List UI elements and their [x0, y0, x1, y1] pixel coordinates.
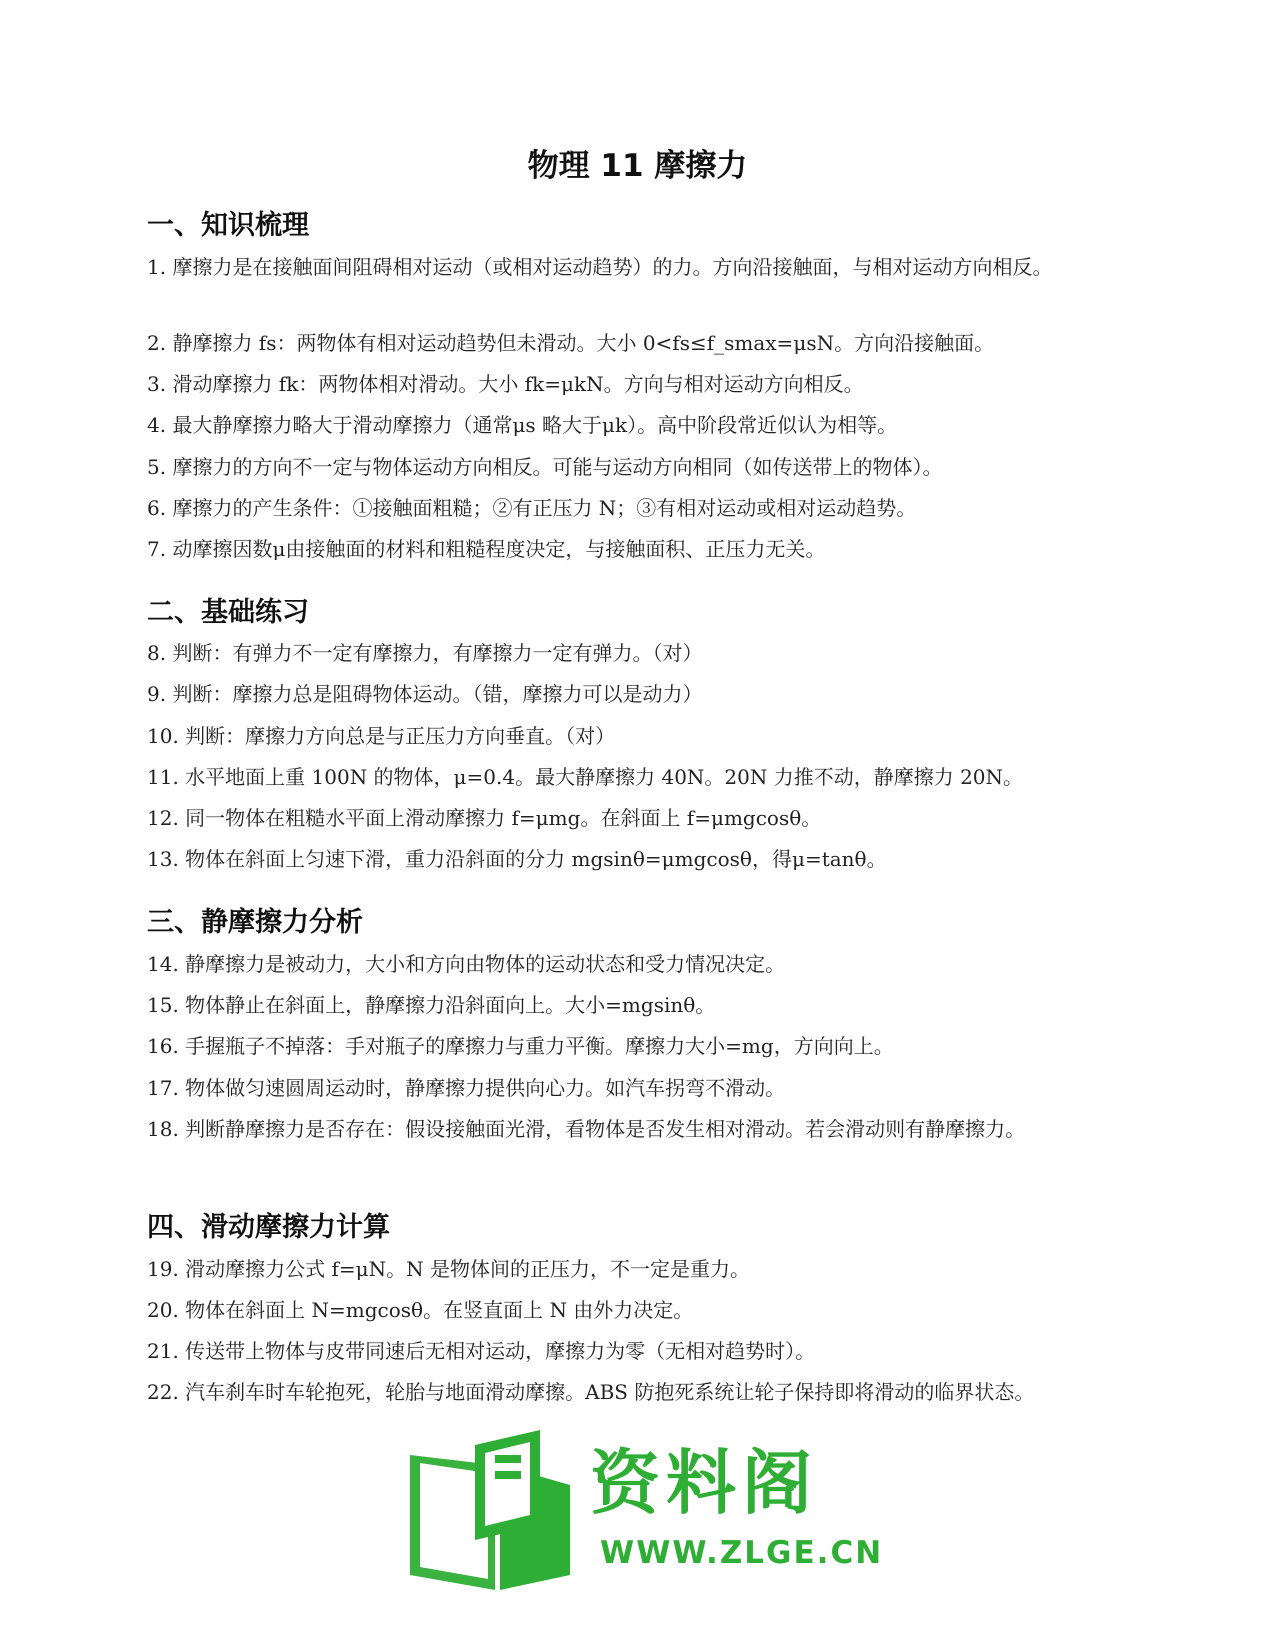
list-item: 20. 物体在斜面上 N=mgcosθ。在竖直面上 N 由外力决定。	[147, 1298, 694, 1322]
section-heading-knowledge: 一、知识梳理	[147, 210, 309, 241]
list-item: 2. 静摩擦力 fs：两物体有相对运动趋势但未滑动。大小 0<fs≤f_smax=μsN。方向沿接触面。	[147, 331, 995, 355]
list-item: 17. 物体做匀速圆周运动时，静摩擦力提供向心力。如汽车拐弯不滑动。	[147, 1076, 786, 1100]
list-item: 18. 判断静摩擦力是否存在：假设接触面光滑，看物体是否发生相对滑动。若会滑动则有静摩擦力。	[147, 1117, 1026, 1141]
watermark-logo	[400, 1425, 884, 1595]
list-item: 21. 传送带上物体与皮带同速后无相对运动，摩擦力为零（无相对趋势时）。	[147, 1339, 816, 1363]
list-item: 13. 物体在斜面上匀速下滑，重力沿斜面的分力 mgsinθ=μmgcosθ，得μ=tanθ。	[147, 847, 887, 871]
watermark-url: WWW.ZLGE.CN	[600, 1535, 884, 1571]
list-item: 22. 汽车刹车时车轮抱死，轮胎与地面滑动摩擦。ABS 防抱死系统让轮子保持即将滑动的临界状态。	[147, 1380, 1035, 1404]
list-item: 10. 判断：摩擦力方向总是与正压力方向垂直。（对）	[147, 724, 616, 748]
list-item: 16. 手握瓶子不掉落：手对瓶子的摩擦力与重力平衡。摩擦力大小=mg，方向向上。	[147, 1034, 894, 1058]
list-item: 12. 同一物体在粗糙水平面上滑动摩擦力 f=μmg。在斜面上 f=μmgcosθ。	[147, 806, 822, 830]
list-item: 19. 滑动摩擦力公式 f=μN。N 是物体间的正压力，不一定是重力。	[147, 1257, 751, 1281]
watermark-brand-name: 资料阁	[590, 1442, 818, 1524]
list-item: 9. 判断：摩擦力总是阻碍物体运动。（错，摩擦力可以是动力）	[147, 682, 703, 706]
list-item: 11. 水平地面上重 100N 的物体，μ=0.4。最大静摩擦力 40N。20N 力推不动，静摩擦力 20N。	[147, 765, 1024, 789]
list-item: 3. 滑动摩擦力 fk：两物体相对滑动。大小 fk=μkN。方向与相对运动方向相反。	[147, 372, 864, 396]
book-logo-icon	[400, 1425, 600, 1595]
page-title: 物理 11 摩擦力	[527, 148, 748, 184]
section-heading-kinetic-friction: 四、滑动摩擦力计算	[147, 1212, 390, 1243]
list-item: 14. 静摩擦力是被动力，大小和方向由物体的运动状态和受力情况决定。	[147, 952, 786, 976]
list-item: 7. 动摩擦因数μ由接触面的材料和粗糙程度决定，与接触面积、正压力无关。	[147, 537, 826, 561]
section-heading-basic-practice: 二、基础练习	[147, 597, 309, 628]
list-item: 15. 物体静止在斜面上，静摩擦力沿斜面向上。大小=mgsinθ。	[147, 993, 716, 1017]
section-heading-static-friction: 三、静摩擦力分析	[147, 907, 363, 938]
list-item: 5. 摩擦力的方向不一定与物体运动方向相反。可能与运动方向相同（如传送带上的物体）。	[147, 455, 943, 479]
list-item: 1. 摩擦力是在接触面间阻碍相对运动（或相对运动趋势）的力。方向沿接触面，与相对运动方向相反。	[147, 255, 1053, 279]
list-item: 6. 摩擦力的产生条件：①接触面粗糙；②有正压力 N；③有相对运动或相对运动趋势。	[147, 496, 917, 520]
list-item: 8. 判断：有弹力不一定有摩擦力，有摩擦力一定有弹力。（对）	[147, 641, 703, 665]
list-item: 4. 最大静摩擦力略大于滑动摩擦力（通常μs 略大于μk）。高中阶段常近似认为相等。	[147, 413, 898, 437]
